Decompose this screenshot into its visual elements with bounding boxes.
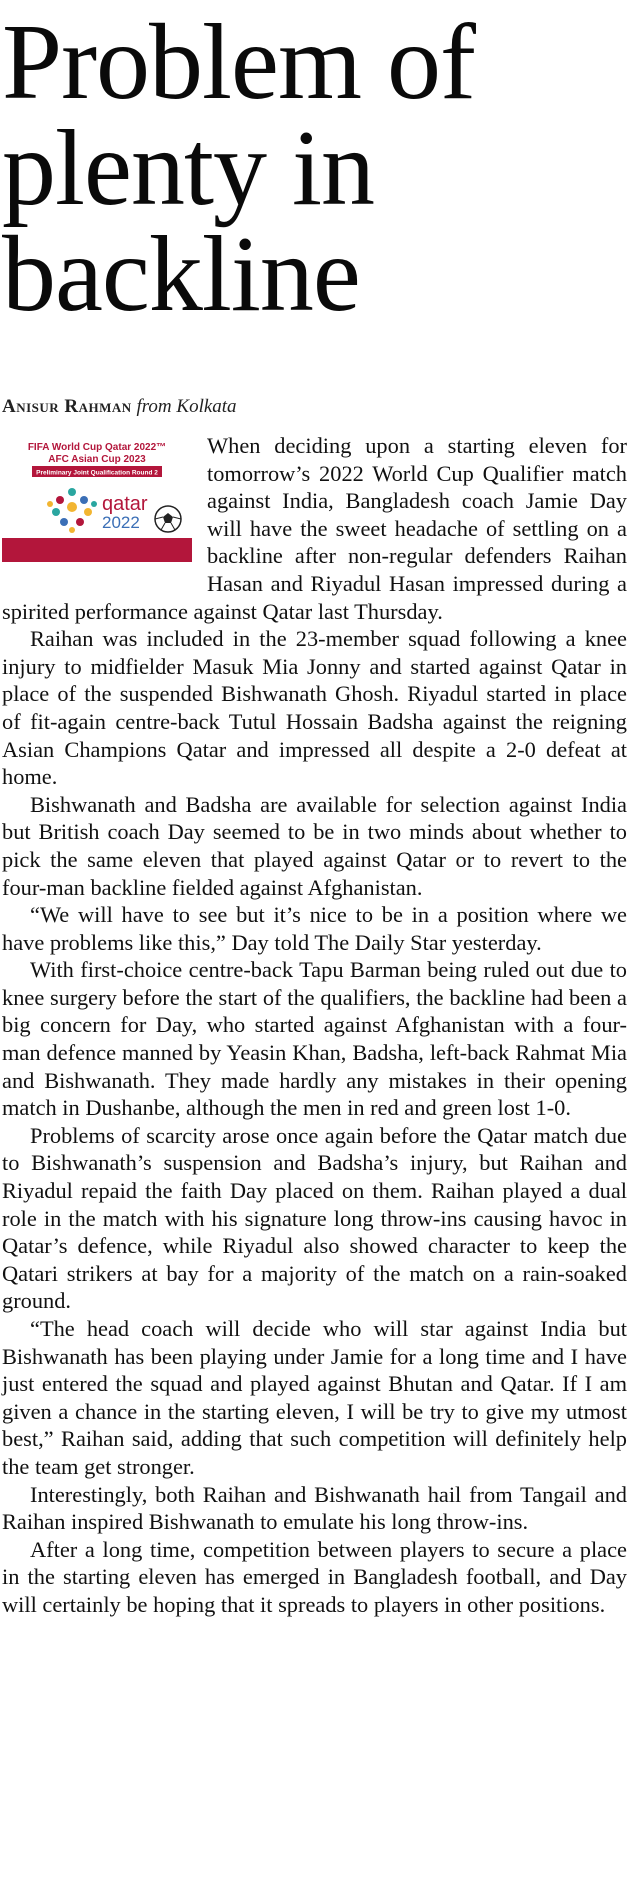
article-paragraph: After a long time, competition between players to secure a place in the starting eleven has emerged in Bangladesh football, and Day will certainly be hoping that it spreads to players in other positions. — [2, 1536, 627, 1617]
logo-brand: qatar — [102, 493, 148, 515]
article-paragraph: “We will have to see but it’s nice to be in a position where we have problems like this,” Day told The Daily Star yesterday. — [2, 902, 627, 955]
image-float-spacer — [2, 432, 207, 570]
logo-year: 2022 — [102, 513, 140, 532]
article-paragraph: When deciding upon a starting eleven for tomorrow’s 2022 World Cup Qualifier match against India, Bangladesh coach Jamie Day will have the sweet headache of settling on a backline after non-regular defenders Raihan Hasan and Riyadul Hasan impressed during a spirited performance against Qatar last Thursday. — [2, 433, 627, 624]
article-paragraph: Bishwanath and Badsha are available for selection against India but British coach Day seemed to be in two minds about whether to pick the same eleven that played against Qatar or to revert to the four-man backline fielded against Afghanistan. — [2, 791, 627, 900]
headline: Problem of plenty in backline — [2, 3, 475, 334]
article-paragraph: Interestingly, both Raihan and Bishwanath hail from Tangail and Raihan inspired Bishwanath to emulate his long throw-ins. — [2, 1481, 627, 1535]
byline-author: Anisur Rahman — [2, 396, 132, 417]
article-body — [2, 432, 627, 1619]
article-paragraph: Problems of scarcity arose once again before the Qatar match due to Bishwanath’s suspension and Badsha’s injury, but Raihan and Riyadul repaid the faith Day placed on them. Raihan played a dual role in the match with his signature long throw-ins causing havoc in Qatar’s defence, while Riyadul also showed character to keep the Qatari strikers at bay for a majority of the match on a rain-soaked ground. — [2, 1122, 627, 1314]
logo-line-3: Preliminary Joint Qualification Round 2 — [36, 469, 158, 477]
byline-location: from Kolkata — [136, 396, 237, 417]
logo-line-2: AFC Asian Cup 2023 — [48, 454, 146, 465]
logo-line-1: FIFA World Cup Qatar 2022™ — [27, 442, 167, 453]
article-paragraph: Raihan was included in the 23-member squad following a knee injury to midfielder Masuk Mia Jonny and started against Qatar in place of the suspended Bishwanath Ghosh. Riyadul started in place of fit-again centre-back Tutul Hossain Badsha against the reigning Asian Champions Qatar and impressed all despite a 2-0 defeat at home. — [2, 626, 627, 790]
byline — [2, 396, 237, 418]
article-paragraph: “The head coach will decide who will star against India but Bishwanath has been playing under Jamie for a long time and I have just entered the squad and played against Bhutan and Qatar. If I am given a chance in the starting eleven, I will be try to give my utmost best,” Raihan said, adding that such competition will definitely help the team get stronger. — [2, 1316, 627, 1479]
article-paragraph: With first-choice centre-back Tapu Barman being ruled out due to knee surgery before the start of the qualifiers, the backline had been a big concern for Day, who started against Afghanistan with a four-man defence manned by Yeasin Khan, Badsha, left-back Rahmat Mia and Bishwanath. They made hardly any mistakes in their opening match in Dushanbe, although the men in red and green lost 1-0. — [2, 957, 627, 1121]
